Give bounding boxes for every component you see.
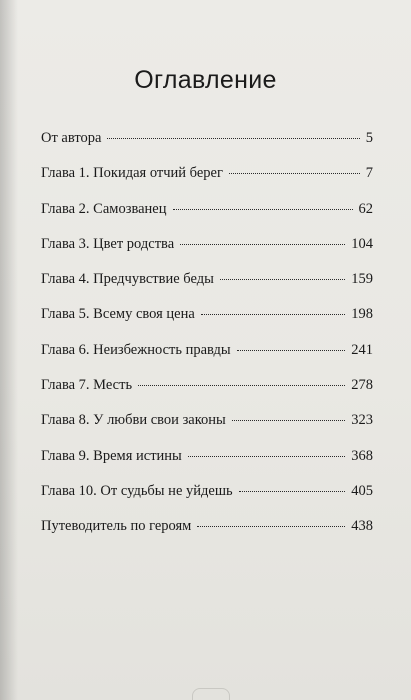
dot-leader [232,420,345,421]
toc-entry-title: Глава 8. У любви свои законы [41,412,226,429]
toc-entry [41,377,373,412]
toc-entry-title: Глава 3. Цвет родства [41,235,175,252]
toc-entry-page: 241 [351,341,373,358]
toc-entry [41,201,373,236]
toc-heading: Оглавление [134,66,277,94]
dot-leader [239,491,346,492]
toc-entry-page: 438 [351,518,373,535]
toc-entry-title: Глава 5. Всему своя цена [41,306,195,323]
dot-leader [197,526,345,527]
dot-leader [138,385,345,386]
toc-entry-page: 104 [351,235,373,252]
toc-entry-title: Глава 7. Месть [41,377,133,394]
toc-entry-page: 278 [351,377,373,394]
dot-leader [201,314,345,315]
toc-entry-title: От автора [41,130,102,146]
dot-leader [220,279,345,280]
toc-entry [41,448,373,483]
toc-entry-page: 5 [365,130,373,146]
toc-entry [41,236,373,271]
toc-entry-page: 62 [358,200,373,217]
toc-entry-title: Глава 1. Покидая отчий берег [41,165,223,182]
toc-entry [41,342,373,377]
toc-entry [41,518,373,553]
dot-leader [188,456,345,457]
toc-entry-title: Глава 6. Неизбежность правды [41,341,231,358]
toc-entry-title: Путеводитель по героям [41,518,192,535]
toc-entry [41,271,373,306]
toc-entry-page: 7 [365,165,373,182]
toc-entry-page: 368 [351,447,373,464]
dot-leader [173,209,353,210]
toc-entry-title: Глава 9. Время истины [41,447,182,464]
age-rating-badge-outline [192,688,230,700]
toc-entry-title: Глава 2. Самозванец [41,200,167,217]
toc-list [41,130,373,554]
page-edge-shadow [0,0,18,700]
dot-leader [229,173,360,174]
toc-entry-page: 198 [351,306,373,323]
toc-entry-title: Глава 10. От судьбы не уйдешь [41,482,233,499]
dot-leader [237,350,346,351]
toc-entry [41,412,373,447]
dot-leader [107,138,359,139]
toc-entry-title: Глава 4. Предчувствие беды [41,271,214,288]
toc-entry-page: 323 [351,412,373,429]
dot-leader [180,244,345,245]
toc-entry [41,483,373,518]
toc-entry [41,130,373,165]
toc-entry [41,165,373,200]
toc-entry-page: 405 [351,482,373,499]
toc-entry-page: 159 [351,271,373,288]
toc-entry [41,306,373,341]
